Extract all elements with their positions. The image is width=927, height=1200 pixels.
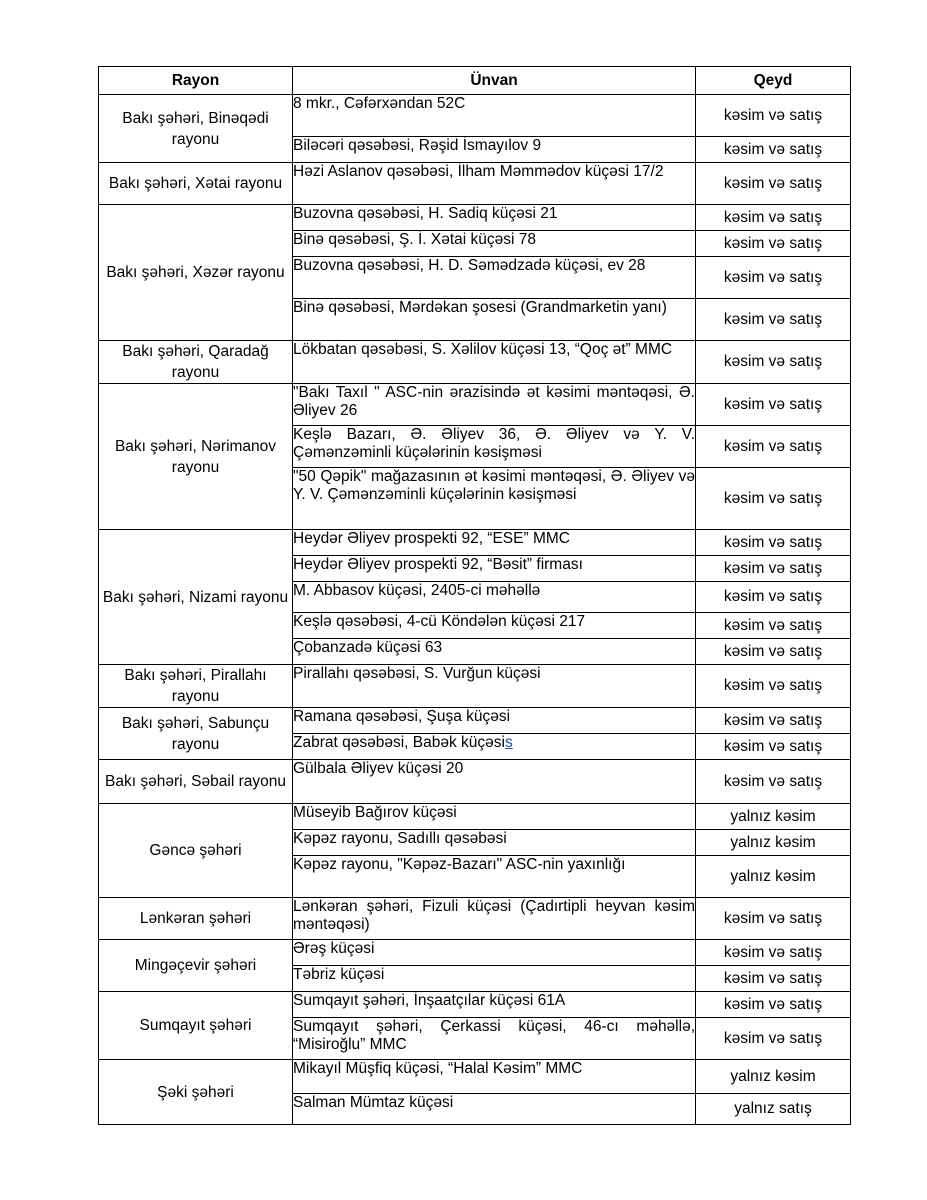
header-note: Qeyd xyxy=(696,67,851,95)
note-cell: kəsim və satış xyxy=(696,530,851,556)
note-cell: kəsim və satış xyxy=(696,468,851,530)
note-cell: kəsim və satış xyxy=(696,163,851,205)
note-cell: kəsim və satış xyxy=(696,299,851,341)
note-cell: kəsim və satış xyxy=(696,665,851,708)
note-cell: kəsim və satış xyxy=(696,708,851,734)
note-cell: kəsim və satış xyxy=(696,734,851,760)
note-cell: kəsim və satış xyxy=(696,639,851,665)
table-row xyxy=(99,992,851,1018)
address-cell: Ərəş küçəsi xyxy=(293,940,696,966)
rayon-cell: Lənkəran şəhəri xyxy=(99,898,293,940)
address-text: Zabrat qəsəbəsi, Babək küçəsi xyxy=(293,734,505,751)
address-cell: Keşlə Bazarı, Ə. Əliyev 36, Ə. Əliyev və Y. V. Çəmənzəminli küçələrinin kəsişməsi xyxy=(293,426,696,468)
note-cell: kəsim və satış xyxy=(696,760,851,804)
rayon-cell: Bakı şəhəri, Xətai rayonu xyxy=(99,163,293,205)
note-cell: kəsim və satış xyxy=(696,898,851,940)
note-cell: kəsim və satış xyxy=(696,257,851,299)
header-address: Ünvan xyxy=(293,67,696,95)
header-rayon: Rayon xyxy=(99,67,293,95)
address-cell: Heydər Əliyev prospekti 92, “ESE” MMC xyxy=(293,530,696,556)
address-cell: Sumqayıt şəhəri, Çerkassi küçəsi, 46-cı məhəllə, “Misiroğlu” MMC xyxy=(293,1018,696,1060)
address-cell: Həzi Aslanov qəsəbəsi, İlham Məmmədov küçəsi 17/2 xyxy=(293,163,696,205)
table-row xyxy=(99,708,851,734)
table-row xyxy=(99,205,851,231)
note-cell: kəsim və satış xyxy=(696,966,851,992)
rayon-cell: Bakı şəhəri, Səbail rayonu xyxy=(99,760,293,804)
note-cell: yalnız kəsim xyxy=(696,1060,851,1094)
address-cell: Gülbala Əliyev küçəsi 20 xyxy=(293,760,696,804)
rayon-cell: Bakı şəhəri, Nərimanov rayonu xyxy=(99,384,293,530)
address-cell: Kəpəz rayonu, Sadıllı qəsəbəsi xyxy=(293,830,696,856)
rayon-cell: Sumqayıt şəhəri xyxy=(99,992,293,1060)
address-cell: Sumqayıt şəhəri, İnşaatçılar küçəsi 61A xyxy=(293,992,696,1018)
address-cell: Kəpəz rayonu, "Kəpəz-Bazarı" ASC-nin yaxınlığı xyxy=(293,856,696,898)
table-row xyxy=(99,163,851,205)
address-cell: Buzovna qəsəbəsi, H. Sadiq küçəsi 21 xyxy=(293,205,696,231)
note-cell: kəsim və satış xyxy=(696,426,851,468)
slaughter-points-table xyxy=(98,66,851,1125)
note-cell: yalnız kəsim xyxy=(696,804,851,830)
note-cell: kəsim və satış xyxy=(696,992,851,1018)
address-cell: "50 Qəpik" mağazasının ət kəsimi məntəqəsi, Ə. Əliyev və Y. V. Çəmənzəminli küçələrinin kəsişməsi xyxy=(293,468,696,530)
note-cell: kəsim və satış xyxy=(696,137,851,163)
address-cell: Ramana qəsəbəsi, Şuşa küçəsi xyxy=(293,708,696,734)
address-cell: Mikayıl Müşfiq küçəsi, “Halal Kəsim” MMC xyxy=(293,1060,696,1094)
address-cell: Biləcəri qəsəbəsi, Rəşid İsmayılov 9 xyxy=(293,137,696,163)
rayon-cell: Şəki şəhəri xyxy=(99,1060,293,1125)
note-cell: kəsim və satış xyxy=(696,231,851,257)
address-cell: Keşlə qəsəbəsi, 4-cü Köndələn küçəsi 217 xyxy=(293,613,696,639)
note-cell: kəsim və satış xyxy=(696,95,851,137)
table-row xyxy=(99,1060,851,1094)
rayon-cell: Bakı şəhəri, Sabunçu rayonu xyxy=(99,708,293,760)
note-cell: kəsim və satış xyxy=(696,341,851,384)
note-cell: kəsim və satış xyxy=(696,205,851,231)
note-cell: kəsim və satış xyxy=(696,582,851,613)
table-row xyxy=(99,940,851,966)
address-cell: Lənkəran şəhəri, Fizuli küçəsi (Çadırtipli heyvan kəsim məntəqəsi) xyxy=(293,898,696,940)
note-cell: yalnız kəsim xyxy=(696,856,851,898)
address-cell: Çobanzadə küçəsi 63 xyxy=(293,639,696,665)
table-row xyxy=(99,804,851,830)
table-row xyxy=(99,665,851,708)
address-cell: 8 mkr., Cəfərxəndan 52C xyxy=(293,95,696,137)
note-cell: kəsim və satış xyxy=(696,940,851,966)
note-cell: kəsim və satış xyxy=(696,1018,851,1060)
table-row xyxy=(99,898,851,940)
rayon-cell: Bakı şəhəri, Xəzər rayonu xyxy=(99,205,293,341)
note-cell: yalnız satış xyxy=(696,1094,851,1125)
table-row xyxy=(99,760,851,804)
address-cell: Binə qəsəbəsi, Ş. İ. Xətai küçəsi 78 xyxy=(293,231,696,257)
rayon-cell: Bakı şəhəri, Qaradağ rayonu xyxy=(99,341,293,384)
address-cell: Pirallahı qəsəbəsi, S. Vurğun küçəsi xyxy=(293,665,696,708)
table-header-row xyxy=(99,67,851,95)
rayon-cell: Mingəçevir şəhəri xyxy=(99,940,293,992)
address-cell: Lökbatan qəsəbəsi, S. Xəlilov küçəsi 13, “Qoç ət” MMC xyxy=(293,341,696,384)
address-cell xyxy=(293,734,696,760)
note-cell: kəsim və satış xyxy=(696,556,851,582)
address-cell: Müseyib Bağırov küçəsi xyxy=(293,804,696,830)
rayon-cell: Bakı şəhəri, Pirallahı rayonu xyxy=(99,665,293,708)
note-cell: kəsim və satış xyxy=(696,613,851,639)
rayon-cell: Bakı şəhəri, Binəqədi rayonu xyxy=(99,95,293,163)
address-cell: Buzovna qəsəbəsi, H. D. Səmədzadə küçəsi, ev 28 xyxy=(293,257,696,299)
address-cell: Təbriz küçəsi xyxy=(293,966,696,992)
table-row xyxy=(99,530,851,556)
rayon-cell: Bakı şəhəri, Nizami rayonu xyxy=(99,530,293,665)
address-cell: M. Abbasov küçəsi, 2405-ci məhəllə xyxy=(293,582,696,613)
table-row xyxy=(99,95,851,137)
note-cell: yalnız kəsim xyxy=(696,830,851,856)
table-row xyxy=(99,384,851,426)
rayon-cell: Gəncə şəhəri xyxy=(99,804,293,898)
hyperlink-fragment[interactable]: s xyxy=(504,734,513,751)
address-cell: Heydər Əliyev prospekti 92, “Bəsit” firması xyxy=(293,556,696,582)
address-cell: Binə qəsəbəsi, Mərdəkan şosesi (Grandmarketin yanı) xyxy=(293,299,696,341)
table-row xyxy=(99,341,851,384)
address-cell: Salman Mümtaz küçəsi xyxy=(293,1094,696,1125)
note-cell: kəsim və satış xyxy=(696,384,851,426)
address-cell: "Bakı Taxıl " ASC-nin ərazisində ət kəsimi məntəqəsi, Ə. Əliyev 26 xyxy=(293,384,696,426)
